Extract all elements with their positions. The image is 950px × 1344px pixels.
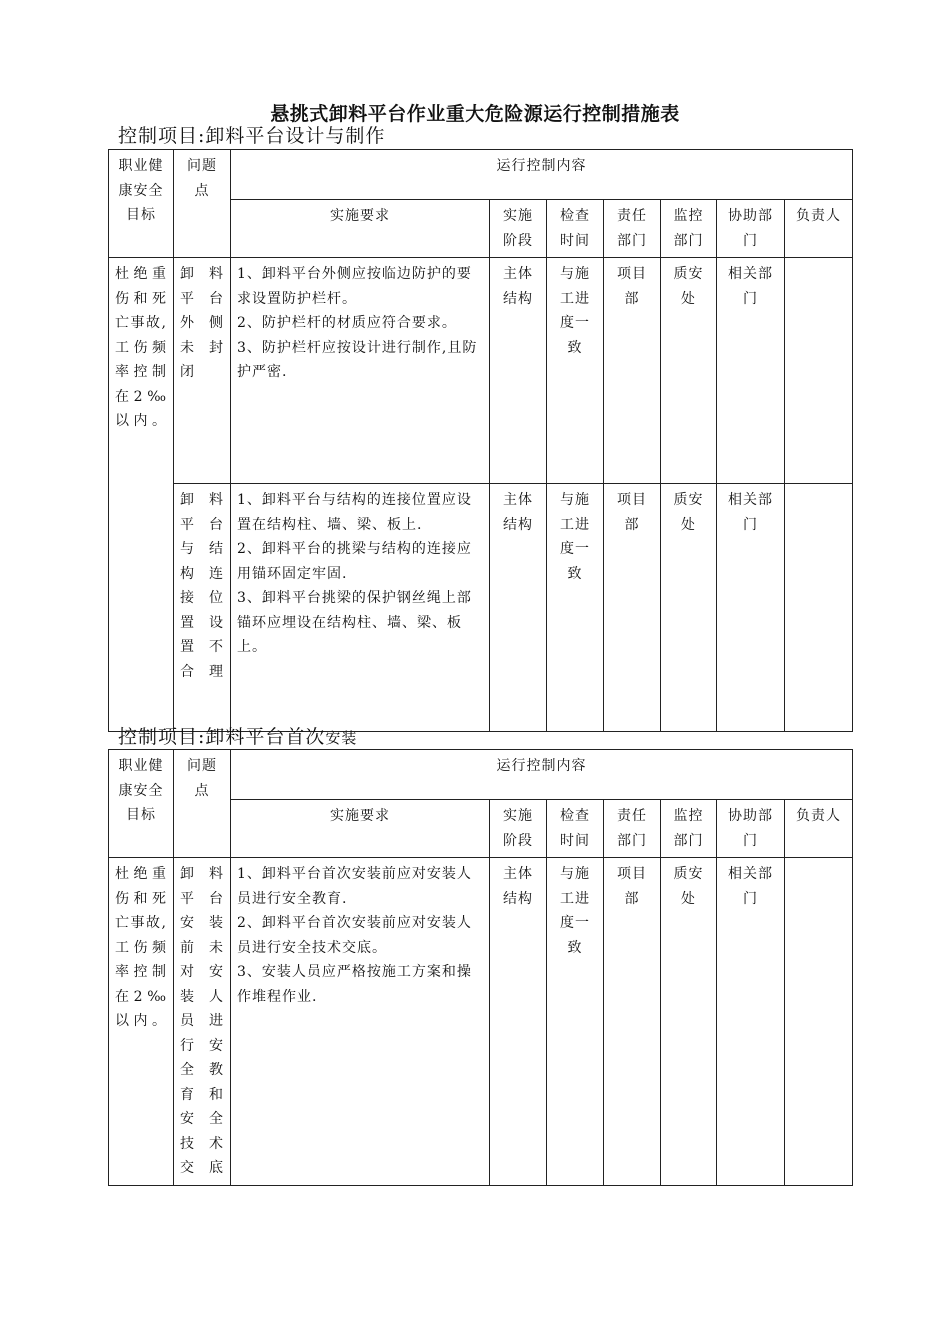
requirement-item: 3、卸料平台挑梁的保护钢丝绳上部锚环应埋设在结构柱、墙、梁、板上。: [237, 590, 472, 655]
section-title: [118, 726, 357, 749]
requirements: [231, 258, 490, 484]
section-title: [118, 125, 385, 148]
header-stage: 实施阶段: [490, 800, 547, 858]
header-target: 职业健康安全目标: [109, 150, 174, 258]
header-responsible-dept: 责任部门: [604, 800, 661, 858]
responsible-dept: 项目部: [604, 484, 661, 732]
requirements: [231, 484, 490, 732]
requirement-item: 2、卸料平台首次安装前应对安装人员进行安全技术交底。: [237, 915, 472, 956]
header-target: 职业健康安全目标: [109, 750, 174, 858]
monitor-dept: 质安处: [661, 258, 717, 484]
responsible-dept: 项目部: [604, 258, 661, 484]
assist-dept: 相关部门: [717, 484, 785, 732]
assist-dept: 相关部门: [717, 858, 785, 1186]
section-title-main: 控制项目:卸料平台首次: [118, 726, 326, 748]
header-content: 运行控制内容: [231, 150, 853, 200]
control-table-2: [108, 749, 853, 1186]
check-time: 与施工进度一致: [547, 484, 604, 732]
requirements: [231, 858, 490, 1186]
stage: 主体结构: [490, 258, 547, 484]
header-problem: 问题点: [174, 750, 231, 858]
problem-point: 卸料平台外侧未封闭: [174, 258, 231, 484]
section-title-main: 控制项目:卸料平台设计与制作: [118, 125, 386, 147]
requirement-item: 1、卸料平台与结构的连接位置应设置在结构柱、墙、梁、板上.: [237, 492, 472, 533]
section-title-suffix: 安装: [325, 729, 358, 747]
header-check-time: 检查时间: [547, 800, 604, 858]
control-table-1: [108, 149, 853, 732]
requirement-item: 2、防护栏杆的材质应符合要求。: [237, 315, 457, 331]
check-time: 与施工进度一致: [547, 258, 604, 484]
problem-point: 卸料平台安装前未对安装人员进行安全教育和安全技术交底: [174, 858, 231, 1186]
check-time: 与施工进度一致: [547, 858, 604, 1186]
requirement-item: 2、卸料平台的挑梁与结构的连接应用锚环固定牢固.: [237, 541, 472, 582]
header-owner: 负责人: [785, 200, 853, 258]
requirement-item: 1、卸料平台首次安装前应对安装人员进行安全教育.: [237, 866, 472, 907]
header-assist-dept: 协助部门: [717, 200, 785, 258]
safety-target: 杜绝重伤和死亡事故,工伤频率控制在2‰以内。: [109, 858, 174, 1186]
header-stage: 实施阶段: [490, 200, 547, 258]
assist-dept: 相关部门: [717, 258, 785, 484]
header-problem: 问题点: [174, 150, 231, 258]
requirement-item: 3、防护栏杆应按设计进行制作,且防护严密.: [237, 339, 478, 380]
requirement-item: 1、卸料平台外侧应按临边防护的要求设置防护栏杆。: [237, 266, 472, 307]
header-monitor-dept: 监控部门: [661, 800, 717, 858]
stage: 主体结构: [490, 484, 547, 732]
stage: 主体结构: [490, 858, 547, 1186]
header-assist-dept: 协助部门: [717, 800, 785, 858]
owner: [785, 858, 853, 1186]
owner: [785, 258, 853, 484]
responsible-dept: 项目部: [604, 858, 661, 1186]
header-requirement: 实施要求: [231, 800, 490, 858]
header-content: 运行控制内容: [231, 750, 853, 800]
monitor-dept: 质安处: [661, 858, 717, 1186]
problem-point: 卸料平台与结构连接位置设置不合理: [174, 484, 231, 732]
header-requirement: 实施要求: [231, 200, 490, 258]
safety-target: 杜绝重伤和死亡事故,工伤频率控制在2‰以内。: [109, 258, 174, 732]
document-title: 悬挑式卸料平台作业重大危险源运行控制措施表: [270, 103, 680, 125]
header-monitor-dept: 监控部门: [661, 200, 717, 258]
header-responsible-dept: 责任部门: [604, 200, 661, 258]
header-owner: 负责人: [785, 800, 853, 858]
header-check-time: 检查时间: [547, 200, 604, 258]
monitor-dept: 质安处: [661, 484, 717, 732]
requirement-item: 3、安装人员应严格按施工方案和操作堆程作业.: [237, 964, 472, 1005]
owner: [785, 484, 853, 732]
